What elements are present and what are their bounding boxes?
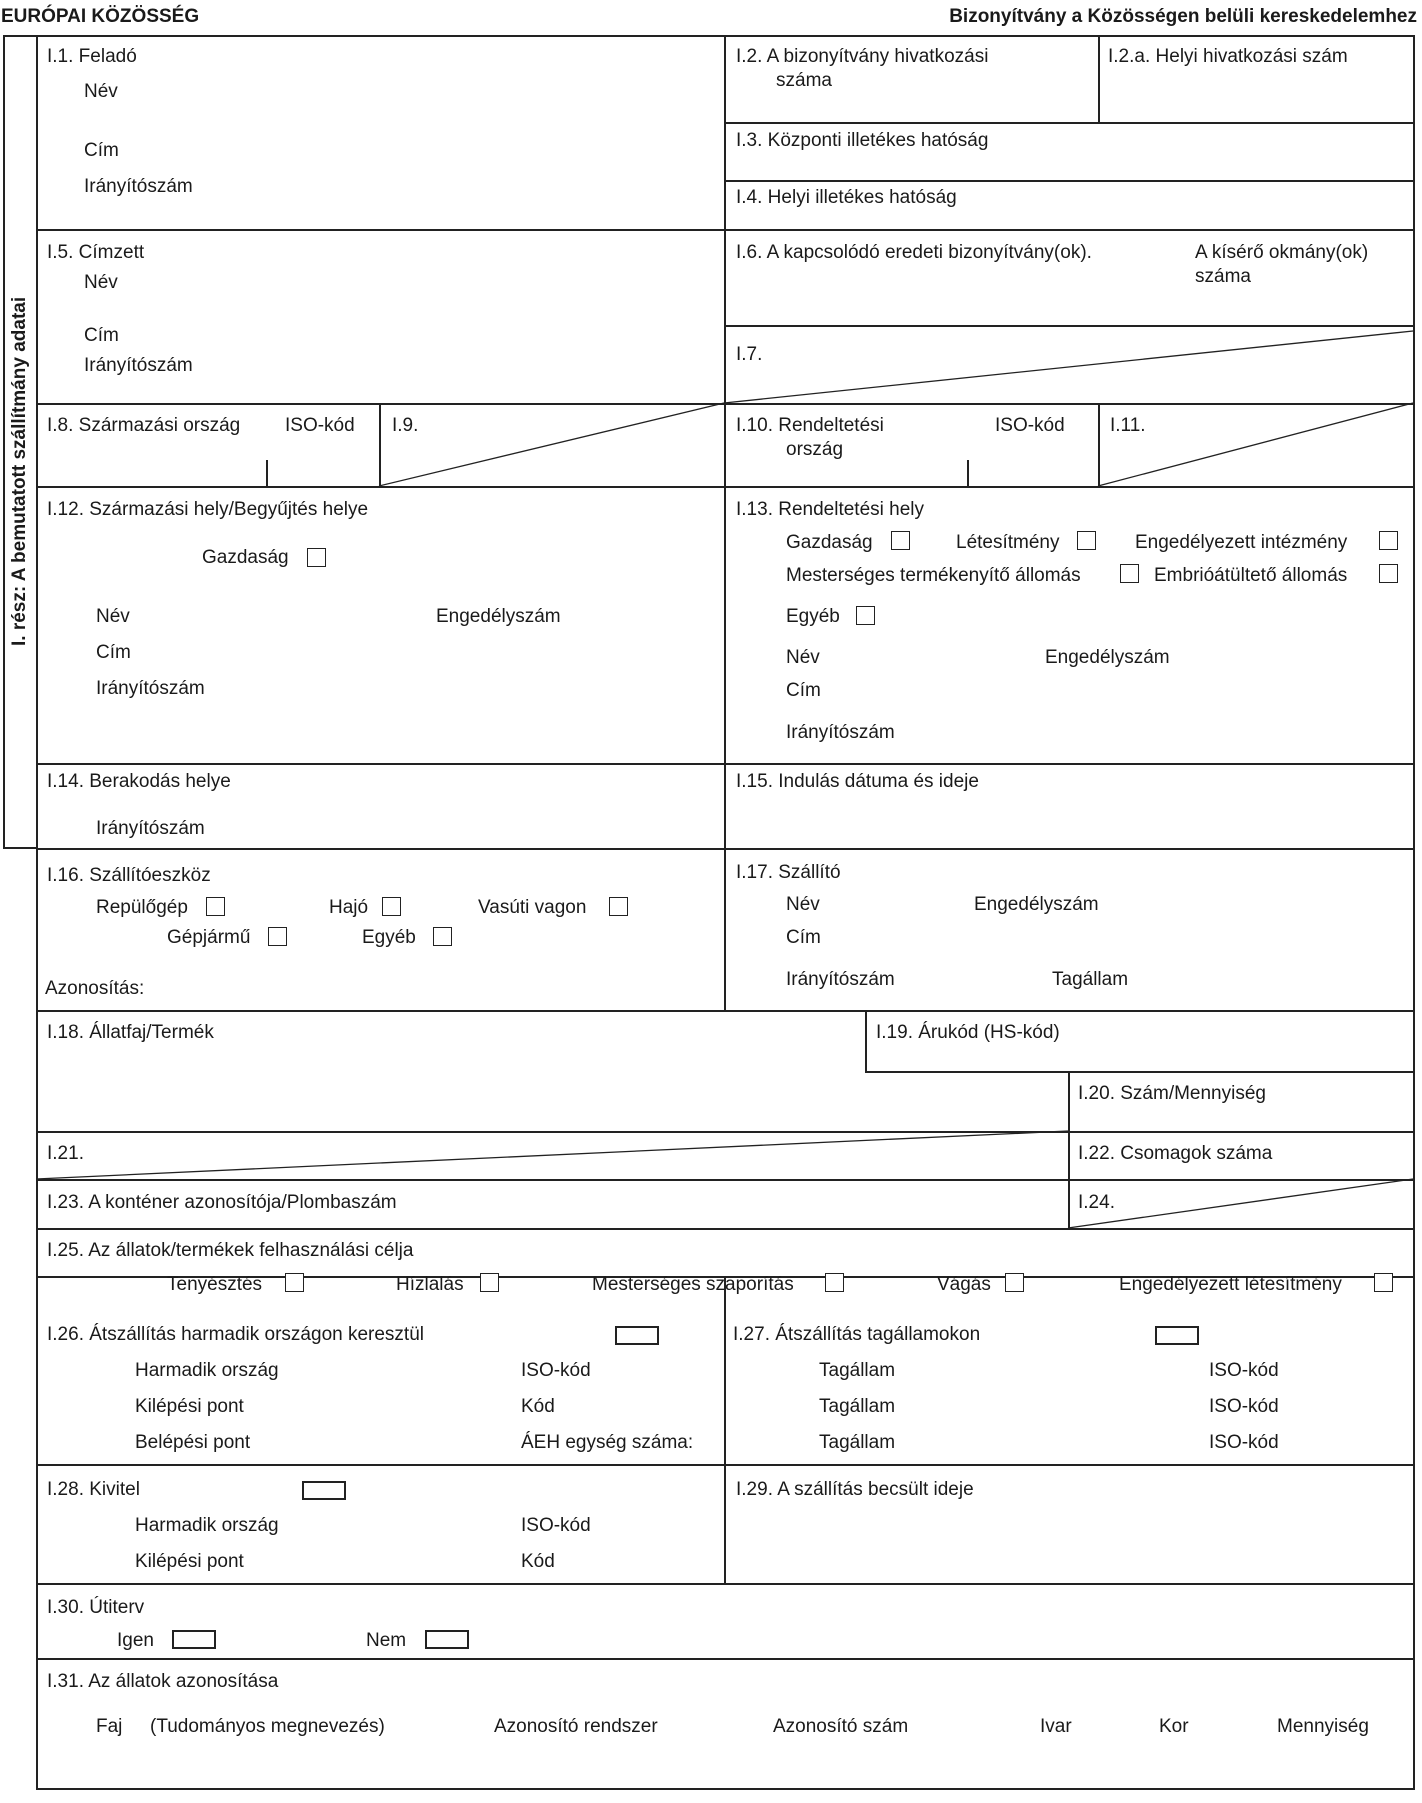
field-i25-vagas-label: Vágás xyxy=(937,1274,991,1295)
field-i28-iso: ISO-kód xyxy=(521,1515,591,1536)
field-i17-engedely: Engedélyszám xyxy=(974,894,1099,915)
field-i21-title: I.21. xyxy=(47,1143,84,1164)
field-i1-nev: Név xyxy=(84,81,118,102)
field-i14-title: I.14. Berakodás helye xyxy=(47,771,231,792)
field-i13-mesterseges-label: Mesterséges termékenyítő állomás xyxy=(786,565,1081,586)
field-i31-szam: Azonosító szám xyxy=(773,1716,909,1737)
field-i22-title: I.22. Csomagok száma xyxy=(1078,1143,1273,1164)
field-i12-engedely: Engedélyszám xyxy=(436,606,561,627)
field-i7-title: I.7. xyxy=(736,344,763,365)
field-i6-title: I.6. A kapcsolódó eredeti bizonyítvány(ok). xyxy=(736,242,1092,263)
field-i17-title: I.17. Szállító xyxy=(736,862,841,883)
field-i13-letesitmeny-checkbox[interactable] xyxy=(1077,531,1096,550)
field-i25-tenyesztes-label: Tenyésztés xyxy=(167,1274,263,1295)
field-i13-cim: Cím xyxy=(786,680,821,701)
field-i2a-title: I.2.a. Helyi hivatkozási szám xyxy=(1108,46,1348,67)
field-i13-engedely: Engedélyszám xyxy=(1045,647,1170,668)
field-i28-kod: Kód xyxy=(521,1551,555,1572)
field-i25-szaporitas-checkbox[interactable] xyxy=(825,1273,844,1292)
field-i31-mennyiseg: Mennyiség xyxy=(1277,1716,1369,1737)
field-i10-title: I.10. Rendeltetési xyxy=(736,415,884,436)
field-i17-nev: Név xyxy=(786,894,820,915)
field-i27-checkbox[interactable] xyxy=(1155,1326,1199,1345)
field-i2-title: I.2. A bizonyítvány hivatkozási xyxy=(736,46,989,67)
field-i25-hizlalas-checkbox[interactable] xyxy=(480,1273,499,1292)
field-i25-title: I.25. Az állatok/termékek felhasználási célja xyxy=(47,1240,414,1261)
field-i8-title: I.8. Származási ország xyxy=(47,415,241,436)
field-i17-cim: Cím xyxy=(786,927,821,948)
field-i1-cim: Cím xyxy=(84,140,119,161)
field-i31-kor: Kor xyxy=(1159,1716,1189,1737)
field-i26-aeh: ÁEH egység száma: xyxy=(521,1432,694,1453)
field-i8-iso: ISO-kód xyxy=(285,415,355,436)
field-i31-faj: Faj xyxy=(96,1716,123,1737)
field-i13-mesterseges-checkbox[interactable] xyxy=(1120,564,1139,583)
field-i13-title: I.13. Rendeltetési hely xyxy=(736,499,925,520)
field-i5-cim: Cím xyxy=(84,325,119,346)
field-i28-checkbox[interactable] xyxy=(302,1481,346,1500)
field-i27-iso-2: ISO-kód xyxy=(1209,1396,1279,1417)
field-i13-nev: Név xyxy=(786,647,820,668)
field-i31-rendszer: Azonosító rendszer xyxy=(494,1716,658,1737)
field-i31-tud: (Tudományos megnevezés) xyxy=(150,1716,385,1737)
field-i23-title: I.23. A konténer azonosítója/Plombaszám xyxy=(47,1192,397,1213)
field-i25-vagas-checkbox[interactable] xyxy=(1005,1273,1024,1292)
field-i12-title: I.12. Származási hely/Begyűjtés helye xyxy=(47,499,369,520)
field-i11-title: I.11. xyxy=(1110,415,1146,436)
field-i16-repulo-checkbox[interactable] xyxy=(206,897,225,916)
field-i14-irsz: Irányítószám xyxy=(96,818,205,839)
field-i13-embrio-label: Embrióátültető állomás xyxy=(1154,565,1348,586)
field-i6-kisero-line2: száma xyxy=(1195,266,1251,287)
field-i27-title: I.27. Átszállítás tagállamokon xyxy=(733,1324,981,1345)
field-i16-title: I.16. Szállítóeszköz xyxy=(47,865,211,886)
field-i12-gazdasag-label: Gazdaság xyxy=(202,547,289,568)
field-i17-irsz: Irányítószám xyxy=(786,969,895,990)
field-i26-harmadik: Harmadik ország xyxy=(135,1360,279,1381)
field-i1-irsz: Irányítószám xyxy=(84,176,193,197)
field-i27-tagallam-1: Tagállam xyxy=(819,1360,896,1381)
field-i31-title: I.31. Az állatok azonosítása xyxy=(47,1671,279,1692)
field-i16-egyeb-checkbox[interactable] xyxy=(433,927,452,946)
header-right: Bizonyítvány a Közösségen belüli kereskedelemhez xyxy=(949,6,1417,27)
field-i15-title: I.15. Indulás dátuma és ideje xyxy=(736,771,979,792)
field-i16-hajo-label: Hajó xyxy=(329,897,369,918)
field-i1-title: I.1. Feladó xyxy=(47,46,137,67)
field-i25-letesitmeny-label: Engedélyezett létesítmény xyxy=(1119,1274,1342,1295)
field-i26-kilepesi: Kilépési pont xyxy=(135,1396,244,1417)
field-i13-egyeb-label: Egyéb xyxy=(786,606,840,627)
field-i28-harmadik: Harmadik ország xyxy=(135,1515,279,1536)
field-i26-kod: Kód xyxy=(521,1396,555,1417)
field-i13-irsz: Irányítószám xyxy=(786,722,895,743)
field-i13-letesitmeny-label: Létesítmény xyxy=(956,532,1060,553)
field-i5-title: I.5. Címzett xyxy=(47,242,145,263)
field-i16-gepjarmu-checkbox[interactable] xyxy=(268,927,287,946)
field-i12-nev: Név xyxy=(96,606,130,627)
field-i4-title: I.4. Helyi illetékes hatóság xyxy=(736,187,957,208)
field-i13-egyeb-checkbox[interactable] xyxy=(856,606,875,625)
field-i16-egyeb-label: Egyéb xyxy=(362,927,416,948)
field-i26-iso: ISO-kód xyxy=(521,1360,591,1381)
field-i16-azonositas: Azonosítás: xyxy=(45,978,145,999)
field-i16-vasut-checkbox[interactable] xyxy=(609,897,628,916)
header-left: EURÓPAI KÖZÖSSÉG xyxy=(1,6,200,27)
field-i17-tagallam: Tagállam xyxy=(1052,969,1129,990)
field-i16-vasut-label: Vasúti vagon xyxy=(478,897,587,918)
field-i26-checkbox[interactable] xyxy=(615,1326,659,1345)
field-i5-nev: Név xyxy=(84,272,118,293)
field-i12-gazdasag-checkbox[interactable] xyxy=(307,548,326,567)
field-i2-title-line2: száma xyxy=(776,70,832,91)
field-i27-iso-1: ISO-kód xyxy=(1209,1360,1279,1381)
field-i9-title: I.9. xyxy=(392,415,419,436)
field-i25-letesitmeny-checkbox[interactable] xyxy=(1374,1273,1393,1292)
field-i29-title: I.29. A szállítás becsült ideje xyxy=(736,1479,974,1500)
field-i28-kilepesi: Kilépési pont xyxy=(135,1551,244,1572)
field-i10-iso: ISO-kód xyxy=(995,415,1065,436)
field-i31-ivar: Ivar xyxy=(1040,1716,1072,1737)
field-i13-intezmeny-checkbox[interactable] xyxy=(1379,531,1398,550)
field-i10-title-line2: ország xyxy=(786,439,844,460)
field-i26-belepesi: Belépési pont xyxy=(135,1432,251,1453)
field-i13-gazdasag-checkbox[interactable] xyxy=(891,531,910,550)
field-i30-igen-label: Igen xyxy=(117,1630,154,1651)
field-i28-title: I.28. Kivitel xyxy=(47,1479,140,1500)
field-i20-title: I.20. Szám/Mennyiség xyxy=(1078,1083,1266,1104)
field-i19-title: I.19. Árukód (HS-kód) xyxy=(876,1022,1060,1043)
field-i6-kisero: A kísérő okmány(ok) xyxy=(1195,242,1369,263)
field-i27-tagallam-3: Tagállam xyxy=(819,1432,896,1453)
field-i25-hizlalas-label: Hízlalás xyxy=(396,1274,464,1295)
field-i16-hajo-checkbox[interactable] xyxy=(382,897,401,916)
field-i26-title: I.26. Átszállítás harmadik országon keresztül xyxy=(47,1324,425,1345)
field-i5-irsz: Irányítószám xyxy=(84,355,193,376)
field-i16-gepjarmu-label: Gépjármű xyxy=(167,927,251,948)
side-label: I. rész: A bemutatott szállítmány adatai xyxy=(9,296,30,646)
field-i13-embrio-checkbox[interactable] xyxy=(1379,564,1398,583)
field-i12-cim: Cím xyxy=(96,642,131,663)
field-i12-irsz: Irányítószám xyxy=(96,678,205,699)
field-i27-tagallam-2: Tagállam xyxy=(819,1396,896,1417)
field-i30-igen-checkbox[interactable] xyxy=(172,1630,216,1649)
field-i13-gazdasag-label: Gazdaság xyxy=(786,532,873,553)
field-i25-tenyesztes-checkbox[interactable] xyxy=(285,1273,304,1292)
field-i3-title: I.3. Központi illetékes hatóság xyxy=(736,130,989,151)
field-i24-title: I.24. xyxy=(1078,1192,1115,1213)
field-i27-iso-3: ISO-kód xyxy=(1209,1432,1279,1453)
field-i25-szaporitas-label: Mesterséges szaporítás xyxy=(592,1274,794,1295)
field-i30-nem-label: Nem xyxy=(366,1630,407,1651)
field-i16-repulo-label: Repülőgép xyxy=(96,897,188,918)
field-i30-nem-checkbox[interactable] xyxy=(425,1630,469,1649)
field-i13-intezmeny-label: Engedélyezett intézmény xyxy=(1135,532,1348,553)
field-i30-title: I.30. Útiterv xyxy=(47,1597,145,1618)
field-i18-title: I.18. Állatfaj/Termék xyxy=(47,1022,214,1043)
